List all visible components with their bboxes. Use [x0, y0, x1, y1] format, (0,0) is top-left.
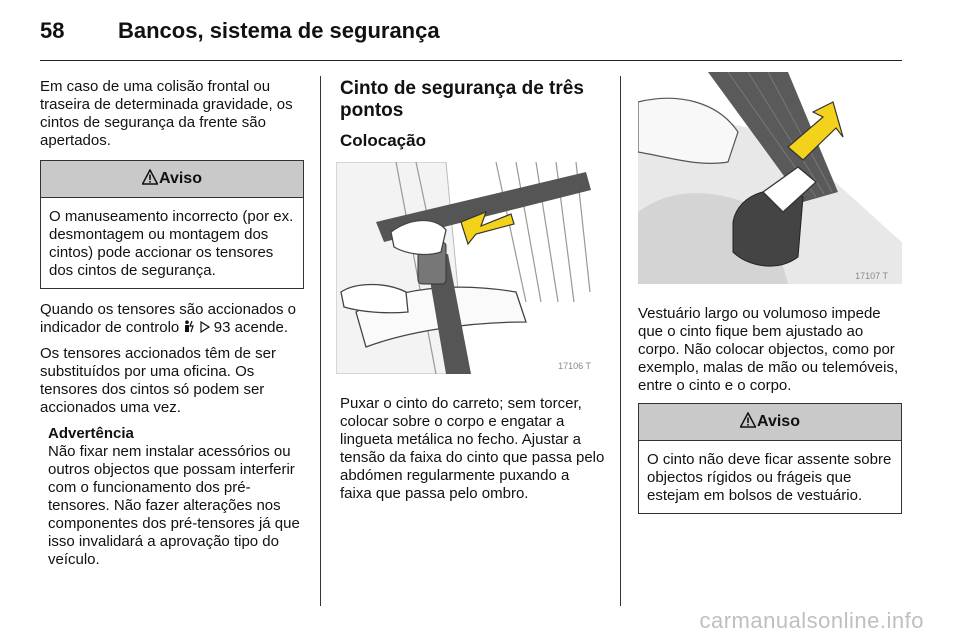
warning-triangle-icon	[142, 169, 158, 185]
section-subheading: Colocação	[340, 131, 426, 150]
warning-header	[639, 404, 901, 441]
column-left	[40, 78, 304, 569]
note-text: Não fixar nem instalar acessórios ou outros objectos que possam interferir com o funcionamento dos pré-tensores. Não fazer alterações nos componentes dos pré-tensores já que isso invalidará a aprovação tipo do veículo.	[48, 443, 300, 568]
header-divider	[40, 60, 902, 61]
warning-box	[40, 160, 304, 289]
tensioner-indicator-paragraph	[40, 301, 304, 337]
tensioner-text: Quando os tensores são accionados o indicador de controlo	[40, 301, 297, 336]
warning-title: Aviso	[159, 170, 202, 187]
warning-text: O manuseamento incorrecto (por ex. desmontagem ou montagem dos cintos) pode accionar os tensores dos cintos de segurança.	[49, 208, 294, 279]
clothing-paragraph: Vestuário largo ou volumoso impede que o cinto fique bem ajustado ao corpo. Não colocar objectos, como por exemplo, malas de mão ou telemóveis, entre o cinto e o corpo.	[638, 305, 899, 394]
watermark: carmanualsonline.info	[699, 608, 924, 633]
page-reference-icon	[200, 321, 210, 333]
note-title: Advertência	[48, 425, 134, 442]
buckle-latch-image	[638, 72, 902, 284]
warning-header	[41, 161, 303, 198]
seatbelt-tensioner-icon	[183, 320, 195, 333]
fastening-instructions: Puxar o cinto do carreto; sem torcer, colocar sobre o corpo e engatar a lingueta metálica no fecho. Ajustar a tensão da faixa do cinto que passa pelo abdómen regularmente puxando a faixa que passa pelo ombro.	[340, 395, 605, 502]
intro-paragraph: Em caso de uma colisão frontal ou traseira de determinada gravidade, os cintos de segurança da frente são apertados.	[40, 78, 293, 149]
column-divider-2	[620, 76, 621, 606]
page-reference[interactable]: 93	[213, 319, 231, 336]
figure-code: 17107 T	[855, 271, 888, 281]
person-buckling-belt-image	[336, 162, 604, 374]
warning-text: O cinto não deve ficar assente sobre objectos rígidos ou frágeis que estejam em bolsos de vestuário.	[647, 451, 892, 504]
warning-box	[638, 403, 902, 514]
tensioner-text-end: acende.	[234, 319, 289, 336]
figure-code: 17106 T	[558, 361, 591, 371]
column-right	[638, 78, 902, 526]
page-number: 58	[40, 18, 65, 43]
warning-title: Aviso	[757, 413, 800, 430]
column-middle	[340, 78, 605, 511]
column-divider-1	[320, 76, 321, 606]
note-block	[48, 425, 304, 569]
buckle-closeup-illustration	[638, 72, 902, 289]
page-title: Bancos, sistema de segurança	[118, 18, 440, 43]
section-heading: Cinto de segurança de três pontos	[340, 78, 584, 121]
warning-triangle-icon	[740, 412, 756, 428]
page-header	[40, 18, 920, 58]
seatbelt-fastening-illustration	[336, 162, 605, 379]
replacement-paragraph: Os tensores accionados têm de ser substituídos por uma oficina. Os tensores dos cintos só podem ser accionados uma vez.	[40, 345, 276, 416]
